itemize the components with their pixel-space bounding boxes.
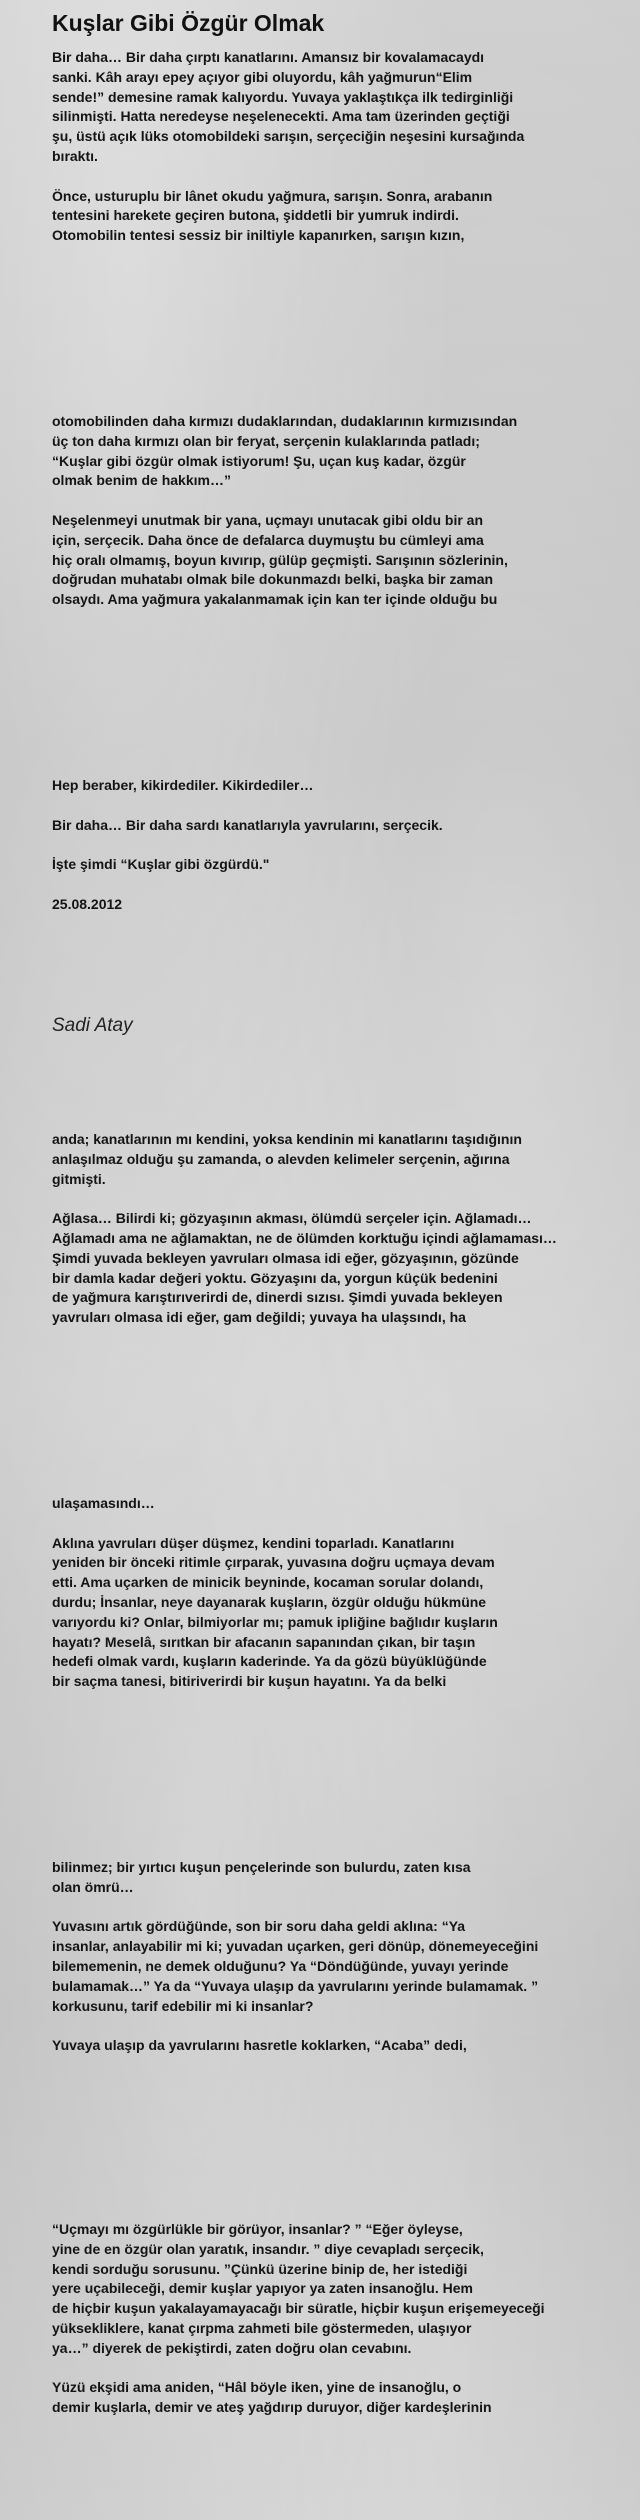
text-block-1 — [52, 48, 637, 246]
paragraph: Yuvasını artık gördüğünde, son bir soru daha geldi aklına: “Ya insanlar, anlayabilir mi ki; yuvadan uçarken, geri dönüp, dönemeyeceğini bilememenin, ne demek olduğunu? Ya “Döndüğünde, yuvayı yerinde bulamamak…” Ya da “Yuvaya ulaşıp da yavrularını yerinde bulamamak. ” korkusunu, tarif edebilir mi ki insanlar? — [52, 1918, 539, 2014]
paragraph: Önce, usturuplu bir lânet okudu yağmura, sarışın. Sonra, arabanın tentesini harekete geçiren butona, şiddetli bir yumruk indirdi. Otomobilin tentesi sessiz bir iniltiyle kapanırken, sarışın kızın, — [52, 187, 493, 244]
paragraph: bilinmez; bir yırtıcı kuşun pençelerinde son bulurdu, zaten kısa olan ömrü… — [52, 1859, 471, 1895]
text-block-7 — [52, 2220, 637, 2418]
paragraph: Yuvaya ulaşıp da yavrularını hasretle koklarken, “Acaba” dedi, — [52, 2037, 467, 2054]
article-title: Kuşlar Gibi Özgür Olmak — [52, 10, 325, 36]
paragraph: Hep beraber, kikirdediler. Kikirdediler… — [52, 777, 314, 793]
paragraph: anda; kanatlarının mı kendini, yoksa kendinin mi kanatlarını taşıdığının anlaşılmaz olduğu şu zamanda, o alevden kelimeler serçenin, ağırına gitmişti. — [52, 1131, 522, 1187]
paragraph: “Uçmayı mı özgürlükle bir görüyor, insanlar? ” “Eğer öyleyse, yine de en özgür olan yaratık, insandır. ” diye cevapladı serçecik, kendi sorduğu sorusunu. ”Çünkü üzerine binip de, her istediği yere uçabileceği, demir kuşlar yapıyor ya zaten insanoğlu. Hem de hiçbir kuşun yakalayamayacağı bir süratle, hiçbir kuşun erişemeyeceği yüksekliklere, kanat çırpma zahmeti bile göstermeden, ulaşıyor ya…” diyerek de pekiştirdi, zaten doğru olan cevabını. — [52, 2221, 545, 2356]
text-block-5 — [52, 1494, 637, 1692]
publish-date: 25.08.2012 — [52, 895, 123, 912]
paragraph: Ağlasa… Bilirdi ki; gözyaşının akması, ölümdü serçeler için. Ağlamadı… Ağlamadı ama ne ağlamaktan, ne de ölümden korktuğu içindi ağlamaması… Şimdi yuvada bekleyen yavruları olmasa idi eğer, gözyaşının, gözünde bir damla kadar değeri yoktu. Gözyaşını da, yorgun küçük bedenini de yağmura karıştırıverirdi de, dinerdi sızısı. Şimdi yuvada bekleyen yavruları olmasa idi eğer, gam değildi; yuvaya ha ulaşsındı, ha — [52, 1210, 557, 1326]
paragraph: Bir daha… Bir daha çırptı kanatlarını. Amansız bir kovalamacaydı sanki. Kâh arayı epey açıyor gibi oluyordu, kâh yağmurun“Elim sende!” demesine ramak kalıyordu. Yuvaya yaklaştıkça ilk tedirginliği silinmişti. Hatta neredeyse neşelenecekti. Ama tam üzerinden geçtiği şu, üstü açık lüks otomobildeki sarışın, serçeciğin neşesini kursağında bıraktı. — [52, 49, 525, 164]
text-block-6 — [52, 1858, 637, 2056]
text-block-3 — [52, 776, 637, 915]
paragraph: Aklına yavruları düşer düşmez, kendini toparladı. Kanatlarını yeniden bir önceki ritimle çırparak, yuvasına doğru uçmaya devam etti. Ama uçarken de minicik beyninde, kocaman sorular dolandı, durdu; İnsanlar, neye dayanarak kuşların, özgür olduğu hükmüne varıyordu ki? Onlar, bilmiyorlar mı; pamuk ipliğine bağlıdır kuşların hayatı? Meselâ, sırıtkan bir afacanın sapanından çıkan, bir taşın hedefi olmak vardı, kuşların kaderinde. Ya da gözü büyüklüğünde bir saçma tanesi, bitiriverirdi bir kuşun hayatını. Ya da belki — [52, 1534, 498, 1690]
text-block-2 — [52, 412, 637, 610]
author-signature: Sadi Atay — [52, 1015, 133, 1036]
paragraph: Yüzü ekşidi ama aniden, “Hâl böyle iken, yine de insanoğlu, o demir kuşlarla, demir ve ateş yağdırıp duruyor, diğer kardeşlerinin — [52, 2379, 492, 2416]
paragraph: Bir daha… Bir daha sardı kanatlarıyla yavrularını, serçecik. — [52, 816, 443, 833]
paragraph: otomobilinden daha kırmızı dudaklarından, dudaklarının kırmızısından üç ton daha kırmızı olan bir feryat, serçenin kulaklarında patladı; “Kuşlar gibi özgür olmak istiyorum! Şu, uçan kuş kadar, özgür olmak benim de hakkım…” — [52, 413, 518, 489]
paragraph: ulaşamasındı… — [52, 1495, 155, 1511]
paragraph: Neşelenmeyi unutmak bir yana, uçmayı unutacak gibi oldu bir an için, serçecik. Daha önce de defalarca duymuştu bu cümleyi ama hiç oralı olmamış, boyun kıvırıp, gülüp geçmişti. Sarışının sözlerinin, doğrudan muhatabı olmak bile dokunmazdı belki, başka bir zaman olsaydı. Ama yağmura yakalanmamak için kan ter içinde olduğu bu — [52, 511, 508, 608]
paragraph: İşte şimdi “Kuşlar gibi özgürdü." — [52, 856, 270, 873]
text-block-4 — [52, 1130, 637, 1328]
